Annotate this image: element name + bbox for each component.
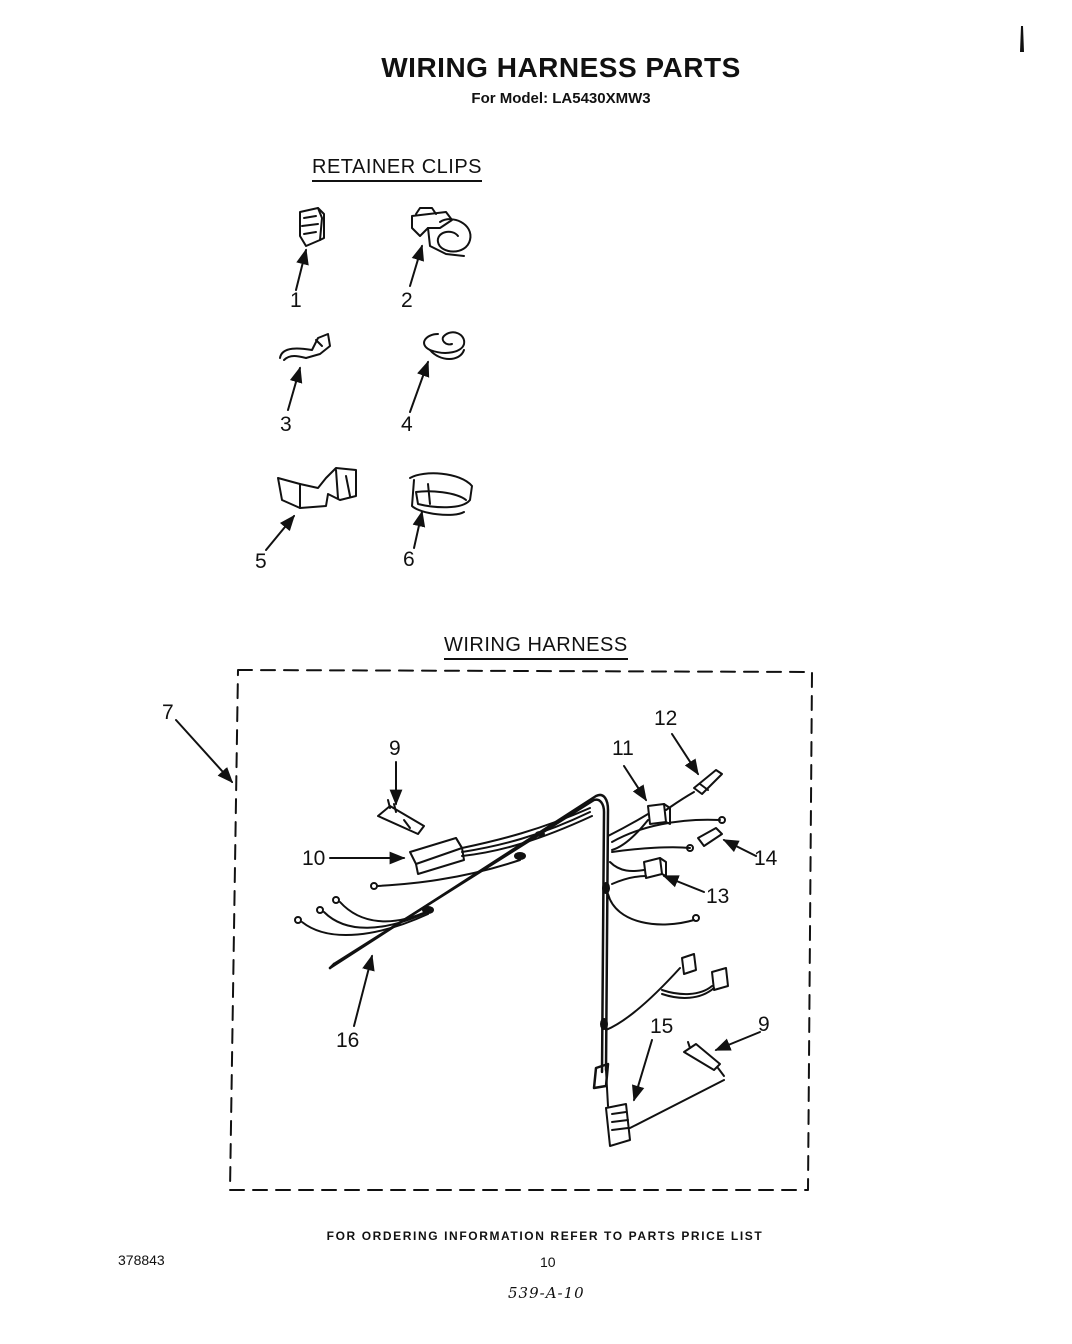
right-wire (608, 894, 699, 924)
callout-11: 11 (612, 737, 634, 760)
callout-4: 4 (401, 413, 413, 436)
callout-16: 16 (336, 1029, 360, 1052)
connector-15 (606, 1070, 724, 1146)
terminal-12 (666, 770, 722, 810)
arrow-14 (724, 840, 756, 856)
retainer-clip-3 (280, 334, 330, 360)
harness-trunk (330, 795, 608, 1088)
ordering-note: FOR ORDERING INFORMATION REFER TO PARTS PRICE LIST (326, 1229, 764, 1243)
callout-5: 5 (255, 550, 267, 573)
retainer-clips-heading: RETAINER CLIPS (312, 156, 482, 182)
arrow-13 (664, 876, 704, 892)
callout-2: 2 (401, 289, 413, 312)
retainer-clip-1 (300, 208, 324, 246)
model-subtitle: For Model: LA5430XMW3 (471, 90, 651, 107)
arrow-7 (176, 720, 232, 782)
connector-13 (610, 858, 666, 884)
terminal-14 (612, 817, 725, 852)
page-title: WIRING HARNESS PARTS (381, 52, 741, 83)
wiring-harness-heading: WIRING HARNESS (444, 634, 628, 660)
arrow-12 (672, 734, 698, 774)
arrow-2 (410, 246, 422, 286)
callout-10: 10 (302, 847, 326, 870)
arrow-5 (266, 516, 294, 550)
connector-11 (608, 804, 670, 850)
page-number: 10 (540, 1254, 556, 1270)
arrow-4 (410, 362, 428, 412)
callout-15: 15 (650, 1015, 674, 1038)
retainer-clip-6 (410, 473, 472, 515)
arrow-15 (634, 1040, 652, 1100)
left-wires (295, 860, 520, 935)
arrow-6 (414, 512, 422, 548)
callout-6: 6 (403, 548, 415, 571)
callout-7: 7 (162, 701, 174, 724)
connector-10 (410, 808, 592, 874)
callout-9-right: 9 (758, 1013, 770, 1036)
arrow-11 (624, 766, 646, 800)
arrow-3 (288, 368, 300, 410)
retainer-clip-5 (278, 468, 356, 508)
retainer-clip-4 (424, 332, 464, 359)
callout-9-left: 9 (389, 737, 401, 760)
callout-3: 3 (280, 413, 292, 436)
terminal-9-left (378, 800, 424, 834)
terminal-9-right (684, 1042, 724, 1076)
arrow-1 (296, 250, 306, 290)
callout-14: 14 (754, 847, 778, 870)
document-number: 378843 (118, 1252, 165, 1268)
arrow-16 (354, 956, 372, 1026)
callout-13: 13 (706, 885, 730, 908)
callout-1: 1 (290, 289, 302, 312)
callout-12: 12 (654, 707, 678, 730)
handwritten-code: 539-A-10 (508, 1284, 585, 1302)
arrow-9-right (716, 1032, 760, 1050)
